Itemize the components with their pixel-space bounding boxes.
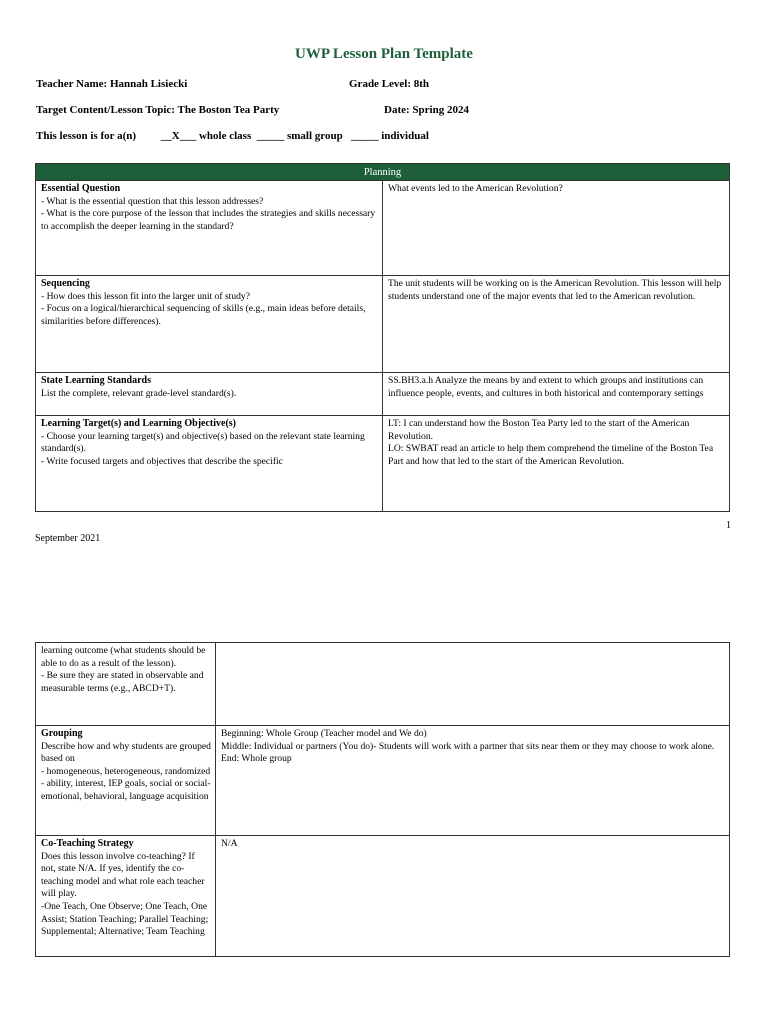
row-desc: - homogeneous, heterogeneous, randomized (41, 765, 211, 777)
row-label-cell (36, 726, 216, 836)
grade-label: Grade Level: (349, 78, 412, 90)
row-content-cell (383, 181, 730, 276)
row-content: LO: SWBAT read an article to help them comprehend the timeline of the Boston Tea Part and how that led to the start of the American Revolution. (388, 443, 714, 467)
row-label-cell (36, 643, 216, 726)
row-label: Grouping (41, 728, 83, 739)
lesson-topic (36, 104, 279, 116)
page-number: 1 (726, 520, 731, 531)
row-content: What events led to the American Revolution? (388, 183, 563, 194)
row-label-cell (36, 181, 383, 276)
topic-label: Target Content/Lesson Topic: (36, 104, 175, 116)
row-content-cell (383, 373, 730, 416)
table-row (36, 373, 730, 416)
date-label: Date: (384, 104, 410, 116)
row-label: Learning Target(s) and Learning Objective(s) (41, 418, 236, 429)
table-row (36, 836, 730, 957)
row-desc: -One Teach, One Observe; One Teach, One Assist; Station Teaching; Parallel Teaching; Supplemental; Alternative; Team Teaching (41, 900, 209, 938)
planning-table-continued (35, 642, 730, 957)
row-content-cell (216, 726, 730, 836)
row-desc: - What is the core purpose of the lesson that includes the strategies and skills necessary to accomplish the deeper learning in the standard? (41, 208, 376, 232)
row-content: End: Whole group (221, 753, 292, 765)
row-content-cell (216, 643, 730, 726)
row-desc: - What is the essential question that this lesson addresses? (41, 195, 264, 207)
row-label: Sequencing (41, 278, 90, 289)
lesson-date (384, 104, 469, 116)
date-value: Spring 2024 (412, 104, 469, 116)
row-content: Middle: Individual or partners (You do)- Students will work with a partner that sits near them or they may choose to work alone. (221, 740, 715, 752)
teacher-value: Hannah Lisiecki (109, 78, 188, 90)
grade-level (349, 78, 429, 90)
page-footer: September 2021 (35, 533, 101, 544)
row-label-cell (36, 373, 383, 416)
row-desc: - Write focused targets and objectives that describe the specific (41, 455, 283, 467)
grouping-line: This lesson is for a(n) __X___ whole class _____ small group _____ individual (36, 130, 429, 142)
row-label: State Learning Standards (41, 375, 152, 386)
row-desc: Describe how and why students are grouped based on (41, 740, 211, 765)
row-label-cell (36, 416, 383, 512)
teacher-name (36, 78, 187, 90)
planning-header: Planning (36, 164, 730, 181)
topic-value: The Boston Tea Party (177, 104, 280, 116)
row-content-cell (216, 836, 730, 957)
row-desc: - How does this lesson fit into the larger unit of study? (41, 290, 250, 302)
row-desc: - Choose your learning target(s) and objective(s) based on the relevant state learning standard(s). (41, 430, 365, 455)
teacher-label: Teacher Name: (36, 78, 108, 90)
row-label-cell (36, 276, 383, 373)
row-desc: - ability, interest, IEP goals, social or social-emotional, behavioral, language acquisition (41, 778, 211, 802)
table-row (36, 726, 730, 836)
table-row (36, 416, 730, 512)
row-content-cell (383, 276, 730, 373)
row-label: Co-Teaching Strategy (41, 838, 134, 849)
row-desc: List the complete, relevant grade-level standard(s). (41, 387, 237, 399)
table-row (36, 643, 730, 726)
row-desc: Does this lesson involve co-teaching? If not, state N/A. If yes, identify the co-teaching model and what role each teacher will play. (41, 850, 205, 900)
row-content: SS.BH3.a.h Analyze the means by and extent to which groups and institutions can influence people, events, and cultures in both historical and contemporary settings (388, 375, 704, 399)
table-row (36, 276, 730, 373)
table-row (36, 181, 730, 276)
row-content: LT: I can understand how the Boston Tea Party led to the start of the American Revolution. (388, 418, 690, 442)
row-desc: - Focus on a logical/hierarchical sequencing of skills (e.g., main ideas before details, similarities before differences). (41, 303, 366, 327)
row-content: N/A (221, 838, 238, 849)
document-title: UWP Lesson Plan Template (295, 46, 473, 62)
row-content-cell (383, 416, 730, 512)
row-label-cell (36, 836, 216, 957)
row-content: The unit students will be working on is the American Revolution. This lesson will help students understand one of the major events that led to the American revolution. (388, 278, 722, 302)
row-desc: - Be sure they are stated in observable and measurable terms (e.g., ABCD+T). (41, 670, 204, 694)
row-desc: learning outcome (what students should be able to do as a result of the lesson). (41, 645, 206, 669)
row-content: Beginning: Whole Group (Teacher model and We do) (221, 728, 427, 739)
row-label: Essential Question (41, 183, 121, 194)
planning-table (35, 163, 730, 512)
grade-value: 8th (413, 78, 430, 90)
